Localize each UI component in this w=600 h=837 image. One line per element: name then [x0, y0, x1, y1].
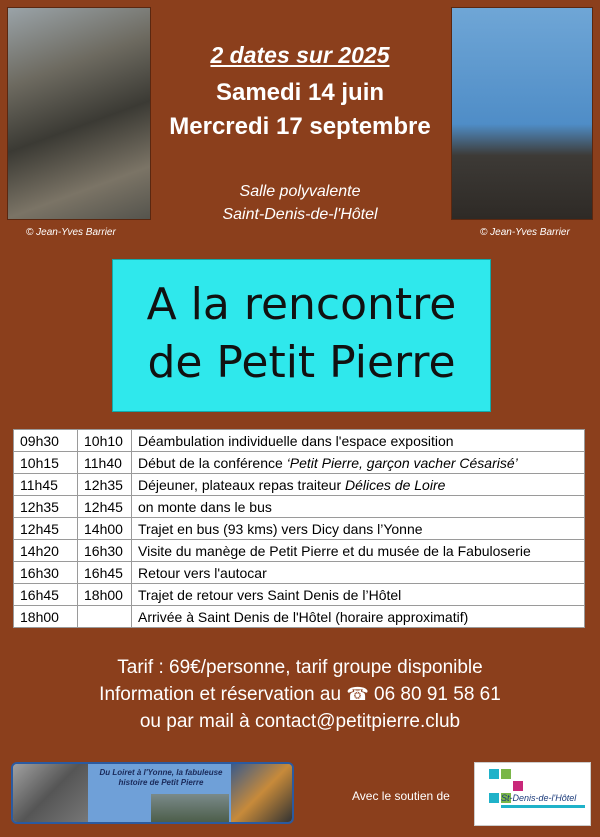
start-time: 18h00: [14, 606, 78, 628]
table-row: [14, 606, 585, 628]
date-2: Mercredi 17 septembre: [169, 113, 431, 140]
end-time: 10h10: [78, 430, 132, 452]
dates-heading: 2 dates sur 2025: [210, 42, 390, 68]
end-time: 12h45: [78, 496, 132, 518]
end-time: 16h30: [78, 540, 132, 562]
support-label: Avec le soutien de: [352, 789, 450, 803]
activity: Déjeuner, plateaux repas traiteur Délices de Loire: [132, 474, 585, 496]
town-logo: [474, 762, 591, 826]
photo-credit-right: © Jean-Yves Barrier: [480, 227, 570, 238]
start-time: 11h45: [14, 474, 78, 496]
logo-text: St-Denis-de-l'Hôtel: [501, 793, 577, 803]
end-time: 18h00: [78, 584, 132, 606]
end-time: [78, 606, 132, 628]
banner-photo-left: [13, 764, 88, 822]
activity: Arrivée à Saint Denis de l'Hôtel (horaire approximatif): [132, 606, 585, 628]
table-row: [14, 540, 585, 562]
activity: Début de la conférence ‘Petit Pierre, garçon vacher Césarisé’: [132, 452, 585, 474]
table-row: [14, 430, 585, 452]
start-time: 16h45: [14, 584, 78, 606]
end-time: 14h00: [78, 518, 132, 540]
activity: Retour vers l'autocar: [132, 562, 585, 584]
phone-icon: ☎: [346, 684, 369, 704]
table-row: [14, 496, 585, 518]
end-time: 16h45: [78, 562, 132, 584]
venue-town: Saint-Denis-de-l'Hôtel: [222, 206, 378, 223]
event-title-box: [112, 259, 491, 412]
photo-credit-left: © Jean-Yves Barrier: [26, 227, 116, 238]
activity: Trajet en bus (93 kms) vers Dicy dans l’Yonne: [132, 518, 585, 540]
end-time: 12h35: [78, 474, 132, 496]
start-time: 12h35: [14, 496, 78, 518]
start-time: 14h20: [14, 540, 78, 562]
event-title-line2: de Petit Pierre: [147, 337, 456, 388]
petit-pierre-photo: [7, 7, 151, 220]
banner-photo-right: [231, 764, 292, 822]
table-row: [14, 584, 585, 606]
start-time: 09h30: [14, 430, 78, 452]
banner-text: Du Loiret à l'Yonne, la fabuleuse histoire de Petit Pierre: [99, 768, 223, 787]
activity: on monte dans le bus: [132, 496, 585, 518]
reservation-info: Information et réservation au ☎ 06 80 91 58 61: [99, 684, 501, 705]
end-time: 11h40: [78, 452, 132, 474]
start-time: 10h15: [14, 452, 78, 474]
table-row: [14, 562, 585, 584]
date-1: Samedi 14 juin: [215, 79, 385, 106]
event-title-line1: A la rencontre: [146, 279, 457, 330]
activity: Visite du manège de Petit Pierre et du musée de la Fabuloserie: [132, 540, 585, 562]
table-row: [14, 518, 585, 540]
book-banner: [11, 762, 294, 824]
price-info: Tarif : 69€/personne, tarif groupe disponible: [117, 657, 483, 678]
table-row: [14, 452, 585, 474]
table-row: [14, 474, 585, 496]
activity: Trajet de retour vers Saint Denis de l’Hôtel: [132, 584, 585, 606]
banner-photo-middle: [151, 794, 229, 822]
start-time: 16h30: [14, 562, 78, 584]
schedule-table: [13, 429, 585, 628]
manege-photo: [451, 7, 593, 220]
phone-number[interactable]: 06 80 91 58 61: [374, 684, 501, 705]
start-time: 12h45: [14, 518, 78, 540]
venue-hall: Salle polyvalente: [239, 183, 361, 200]
email-info[interactable]: ou par mail à contact@petitpierre.club: [139, 711, 461, 732]
activity: Déambulation individuelle dans l'espace exposition: [132, 430, 585, 452]
